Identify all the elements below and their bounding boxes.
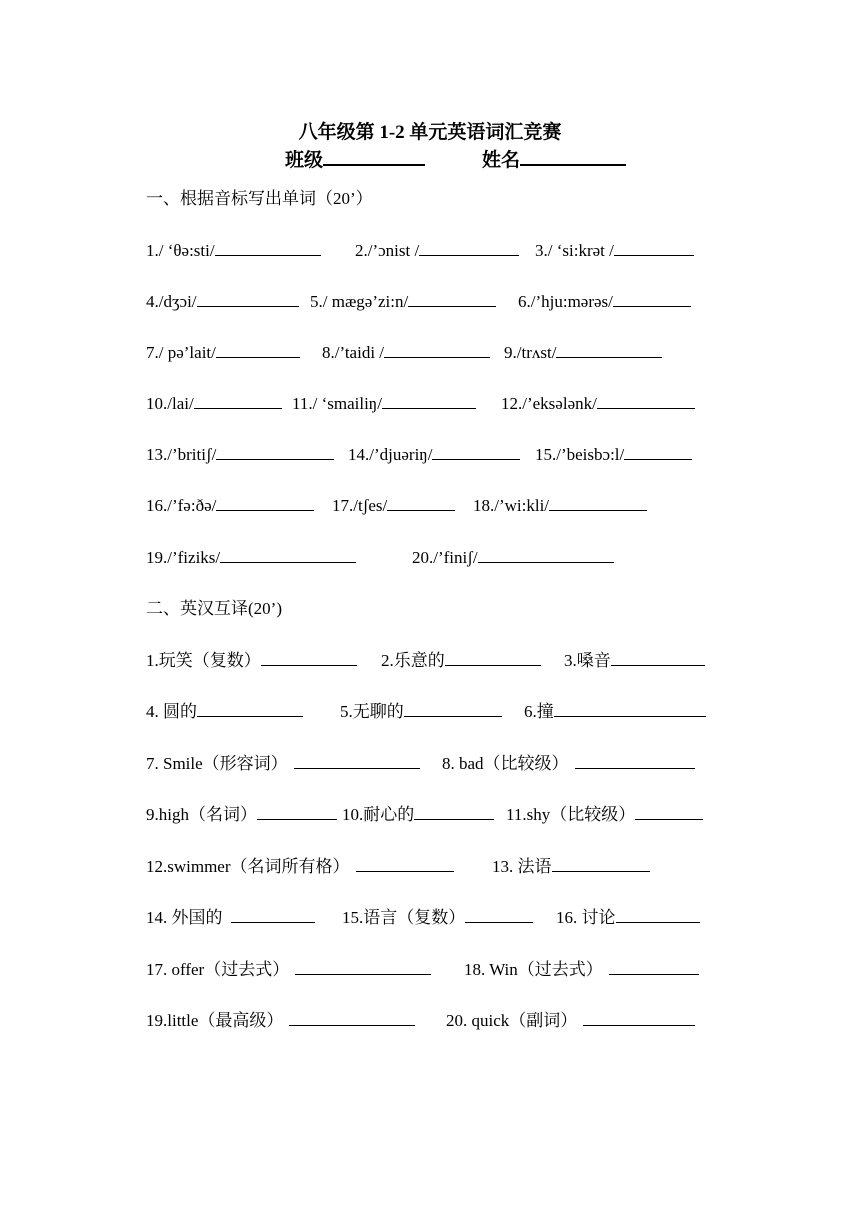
s1-item-1: 1./ ‘θə:sti/ [146, 238, 321, 264]
section2-heading: 二、英汉互译(20’) [146, 599, 282, 618]
s2-row-3 [146, 751, 716, 777]
answer-blank[interactable] [257, 802, 337, 820]
answer-blank[interactable] [616, 905, 700, 923]
s2-item-10: 10.耐心的 [342, 802, 494, 828]
s2-item-7: 7. Smile（形容词） [146, 751, 420, 777]
s2-row-6 [146, 905, 716, 931]
s2-item-14: 14. 外国的 [146, 905, 315, 931]
s2-item-13: 13. 法语 [492, 854, 650, 880]
answer-blank[interactable] [231, 905, 315, 923]
answer-blank[interactable] [432, 442, 520, 460]
s1-row-4 [146, 391, 716, 417]
s1-item-19: 19./’fiziks/ [146, 545, 356, 571]
answer-blank[interactable] [220, 545, 356, 563]
answer-blank[interactable] [635, 802, 703, 820]
answer-blank[interactable] [597, 391, 695, 409]
answer-blank[interactable] [216, 493, 314, 511]
s1-row-1 [146, 238, 716, 264]
s2-item-11: 11.shy（比较级） [506, 802, 703, 828]
answer-blank[interactable] [408, 289, 496, 307]
answer-blank[interactable] [289, 1008, 415, 1026]
answer-blank[interactable] [414, 802, 494, 820]
s2-item-6: 6.撞 [524, 699, 706, 725]
s2-row-4 [146, 802, 716, 828]
answer-blank[interactable] [611, 648, 705, 666]
s2-item-19: 19.little（最高级） [146, 1008, 415, 1034]
answer-blank[interactable] [419, 238, 519, 256]
answer-blank[interactable] [614, 238, 694, 256]
s2-item-8: 8. bad（比较级） [442, 751, 695, 777]
answer-blank[interactable] [197, 289, 299, 307]
s1-item-14: 14./’djuəriŋ/ [348, 442, 520, 468]
answer-blank[interactable] [478, 545, 614, 563]
s2-item-5: 5.无聊的 [340, 699, 502, 725]
s2-item-1: 1.玩笑（复数） [146, 648, 357, 674]
s1-item-18: 18./’wi:kli/ [473, 493, 647, 519]
s2-item-2: 2.乐意的 [381, 648, 541, 674]
header-fields [0, 146, 860, 174]
name-label: 姓名 [482, 150, 521, 171]
s1-item-16: 16./’fə:ðə/ [146, 493, 314, 519]
answer-blank[interactable] [215, 238, 321, 256]
s2-item-4: 4. 圆的 [146, 699, 303, 725]
answer-blank[interactable] [445, 648, 541, 666]
class-field [285, 146, 425, 175]
answer-blank[interactable] [216, 442, 334, 460]
s2-row-1 [146, 648, 716, 674]
s1-row-5 [146, 442, 716, 468]
s1-row-2 [146, 289, 716, 315]
s2-row-2 [146, 699, 716, 725]
s1-item-4: 4./dʒɔi/ [146, 289, 299, 315]
answer-blank[interactable] [554, 699, 706, 717]
answer-blank[interactable] [382, 391, 476, 409]
s2-item-18: 18. Win（过去式） [464, 957, 699, 983]
s1-row-6 [146, 493, 716, 519]
s2-item-3: 3.嗓音 [564, 648, 705, 674]
name-field [482, 146, 626, 175]
s1-item-13: 13./’britiʃ/ [146, 442, 334, 468]
s1-item-10: 10./lai/ [146, 391, 282, 417]
s2-item-20: 20. quick（副词） [446, 1008, 695, 1034]
class-blank[interactable] [323, 146, 425, 166]
s1-item-6: 6./’hju:mərəs/ [518, 289, 691, 315]
s2-item-9: 9.high（名词） [146, 802, 337, 828]
s1-item-9: 9./trʌst/ [504, 340, 662, 366]
s1-item-20: 20./’finiʃ/ [412, 545, 614, 571]
worksheet-title: 八年级第 1-2 单元英语词汇竞赛 [298, 122, 562, 143]
answer-blank[interactable] [197, 699, 303, 717]
s2-item-16: 16. 讨论 [556, 905, 700, 931]
answer-blank[interactable] [583, 1008, 695, 1026]
s2-row-7 [146, 957, 716, 983]
answer-blank[interactable] [613, 289, 691, 307]
class-label: 班级 [285, 150, 324, 171]
answer-blank[interactable] [261, 648, 357, 666]
answer-blank[interactable] [356, 854, 454, 872]
s1-item-11: 11./ ‘smailiŋ/ [292, 391, 476, 417]
s1-item-8: 8./’taidi / [322, 340, 490, 366]
s2-item-12: 12.swimmer（名词所有格） [146, 854, 454, 880]
answer-blank[interactable] [387, 493, 455, 511]
s2-item-15: 15.语言（复数） [342, 905, 533, 931]
s1-row-7 [146, 545, 716, 571]
answer-blank[interactable] [295, 957, 431, 975]
answer-blank[interactable] [404, 699, 502, 717]
s1-item-2: 2./’ɔnist / [355, 238, 519, 264]
s2-row-8 [146, 1008, 716, 1034]
answer-blank[interactable] [549, 493, 647, 511]
answer-blank[interactable] [216, 340, 300, 358]
s1-item-12: 12./’eksələnk/ [501, 391, 695, 417]
s1-row-3 [146, 340, 716, 366]
name-blank[interactable] [520, 146, 626, 166]
answer-blank[interactable] [609, 957, 699, 975]
answer-blank[interactable] [575, 751, 695, 769]
answer-blank[interactable] [194, 391, 282, 409]
s1-item-15: 15./’beisbɔ:l/ [535, 442, 692, 468]
s1-item-3: 3./ ‘si:krət / [535, 238, 694, 264]
s1-item-7: 7./ pə’lait/ [146, 340, 300, 366]
answer-blank[interactable] [384, 340, 490, 358]
answer-blank[interactable] [552, 854, 650, 872]
answer-blank[interactable] [294, 751, 420, 769]
s1-item-17: 17./tʃes/ [332, 493, 455, 519]
answer-blank[interactable] [465, 905, 533, 923]
s2-item-17: 17. offer（过去式） [146, 957, 431, 983]
s1-item-5: 5./ mægə’zi:n/ [310, 289, 496, 315]
answer-blank[interactable] [556, 340, 662, 358]
section1-heading: 一、根据音标写出单词（20’） [146, 189, 373, 208]
s2-row-5 [146, 854, 716, 880]
answer-blank[interactable] [624, 442, 692, 460]
